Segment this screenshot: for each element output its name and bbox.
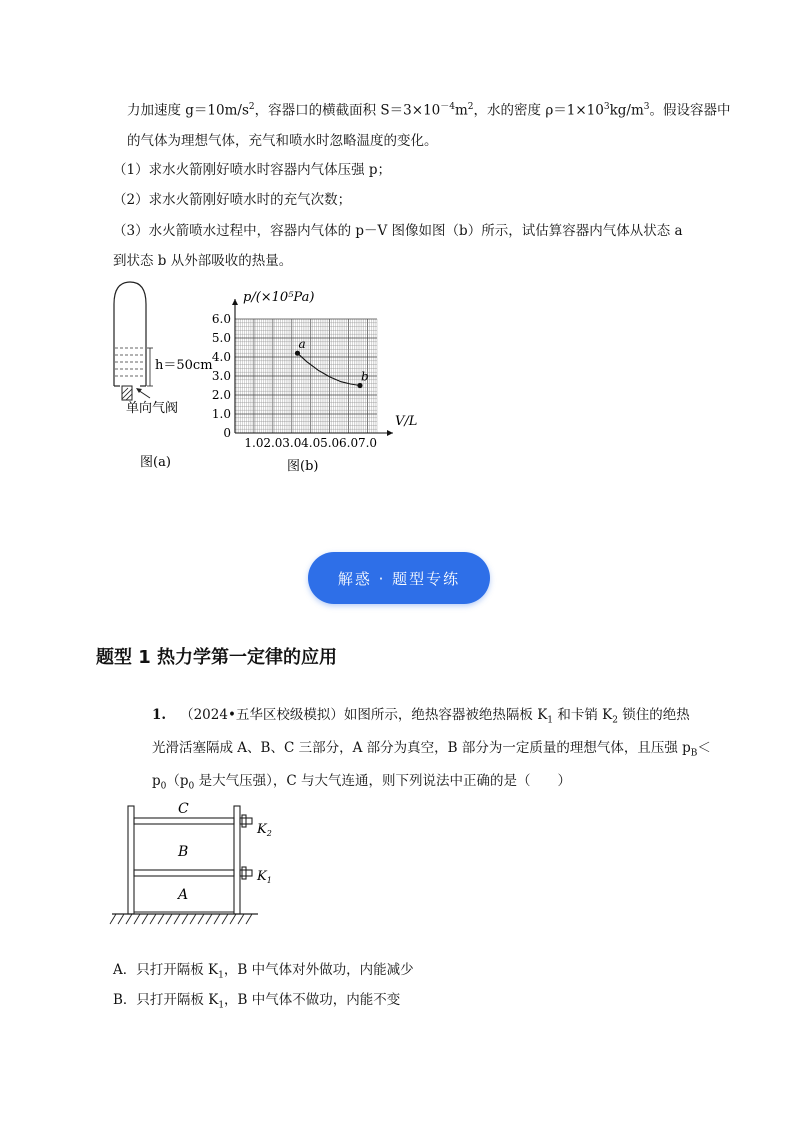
label-b: B — [178, 844, 189, 860]
pv-chart — [205, 283, 445, 478]
label-k2: $K_2$ — [257, 822, 272, 838]
x-tick-label: 7.0 — [357, 436, 378, 450]
point-a — [295, 351, 300, 356]
x-tick-label: 5.0 — [320, 436, 340, 450]
y-tick-label: 2.0 — [211, 388, 231, 402]
figure-container-abc — [108, 800, 308, 935]
section-banner: 解惑 · 题型专练 — [308, 552, 490, 604]
x-tick-label: 3.0 — [282, 436, 302, 450]
y-tick-label: 3.0 — [211, 369, 231, 383]
question-2: （2）求水火箭刚好喷水时的充气次数； — [113, 192, 352, 208]
y-tick-label: 4.0 — [211, 350, 231, 364]
option-a: A．只打开隔板 $K_1$，B 中气体对外做功，内能减少 — [113, 962, 414, 981]
pin-k1-head — [242, 867, 246, 879]
container-outline — [114, 282, 146, 386]
q1-line-3: $p_0(p_0$ 是大气压强），C 与大气连通，则下列说法中正确的是（ ） — [152, 773, 571, 792]
q1-number: 1. — [152, 707, 167, 723]
label-a: A — [178, 887, 189, 903]
x-tick-label: 2.0 — [263, 436, 283, 450]
q1-line-1: 1. （2024•五华区校级模拟）如图所示，绝热容器被绝热隔板 $K_1$ 和卡销 $K_2$ 锁住的绝热 — [152, 707, 690, 726]
y-tick-label: 1.0 — [211, 407, 231, 421]
option-b: B．只打开隔板 $K_1$，B 中气体不做功，内能不变 — [113, 992, 401, 1011]
point-label-a: a — [298, 337, 306, 352]
question-3: （3）水火箭喷水过程中，容器内气体的 p－V 图像如图（b）所示，试估算容器内气体从状态 a — [113, 223, 683, 239]
problem-line-2: 的气体为理想气体，充气和喷水时忽略温度的变化。 — [127, 133, 438, 149]
x-axis-arrow — [387, 430, 393, 436]
left-wall — [128, 806, 134, 914]
water-dashes — [115, 348, 145, 376]
partition-k1 — [134, 870, 234, 876]
figure-a-caption: 图(a) — [140, 455, 171, 470]
right-wall — [234, 806, 240, 914]
question-1: （1）求水火箭刚好喷水时容器内气体压强 p； — [113, 162, 392, 178]
x-tick-label: 4.0 — [301, 436, 321, 450]
problem-line-1: 力加速度 $g=10m/s^2$，容器口的横截面积 $S=3\times 10^{-4}m^2$，水的密度 $\rho=1\times 10^3kg/m^3$。假设容器中 — [127, 102, 731, 119]
chart-grid — [235, 319, 377, 433]
piston-k2 — [134, 818, 234, 824]
y-tick-label: 6.0 — [211, 312, 231, 326]
figure-b-caption: 图(b) — [287, 459, 319, 474]
point-b — [357, 383, 362, 388]
q1-line-2: 光滑活塞隔成 A、B、C 三部分，A 部分为真空，B 部分为一定质量的理想气体，且压强 $p_B<$ — [152, 740, 711, 759]
height-label: h＝50cm — [155, 358, 213, 373]
question-3-cont: 到状态 b 从外部吸收的热量。 — [113, 253, 293, 269]
point-label-b: b — [360, 369, 369, 384]
x-axis-label: V/L — [395, 414, 418, 429]
chart-points — [295, 337, 369, 388]
y-axis-arrow — [232, 299, 238, 305]
pin-k2-head — [242, 815, 246, 827]
x-tick-label: 6.0 — [339, 436, 359, 450]
x-tick-label: 1.0 — [244, 436, 264, 450]
valve-label: 单向气阀 — [126, 401, 179, 416]
y-axis-label: p/(×10⁵Pa) — [243, 290, 315, 305]
label-k1: $K_1$ — [257, 869, 272, 885]
section-heading: 题型 1 热力学第一定律的应用 — [96, 647, 338, 668]
y-tick-label: 0 — [223, 426, 231, 440]
label-c: C — [178, 801, 189, 817]
y-tick-label: 5.0 — [211, 331, 231, 345]
